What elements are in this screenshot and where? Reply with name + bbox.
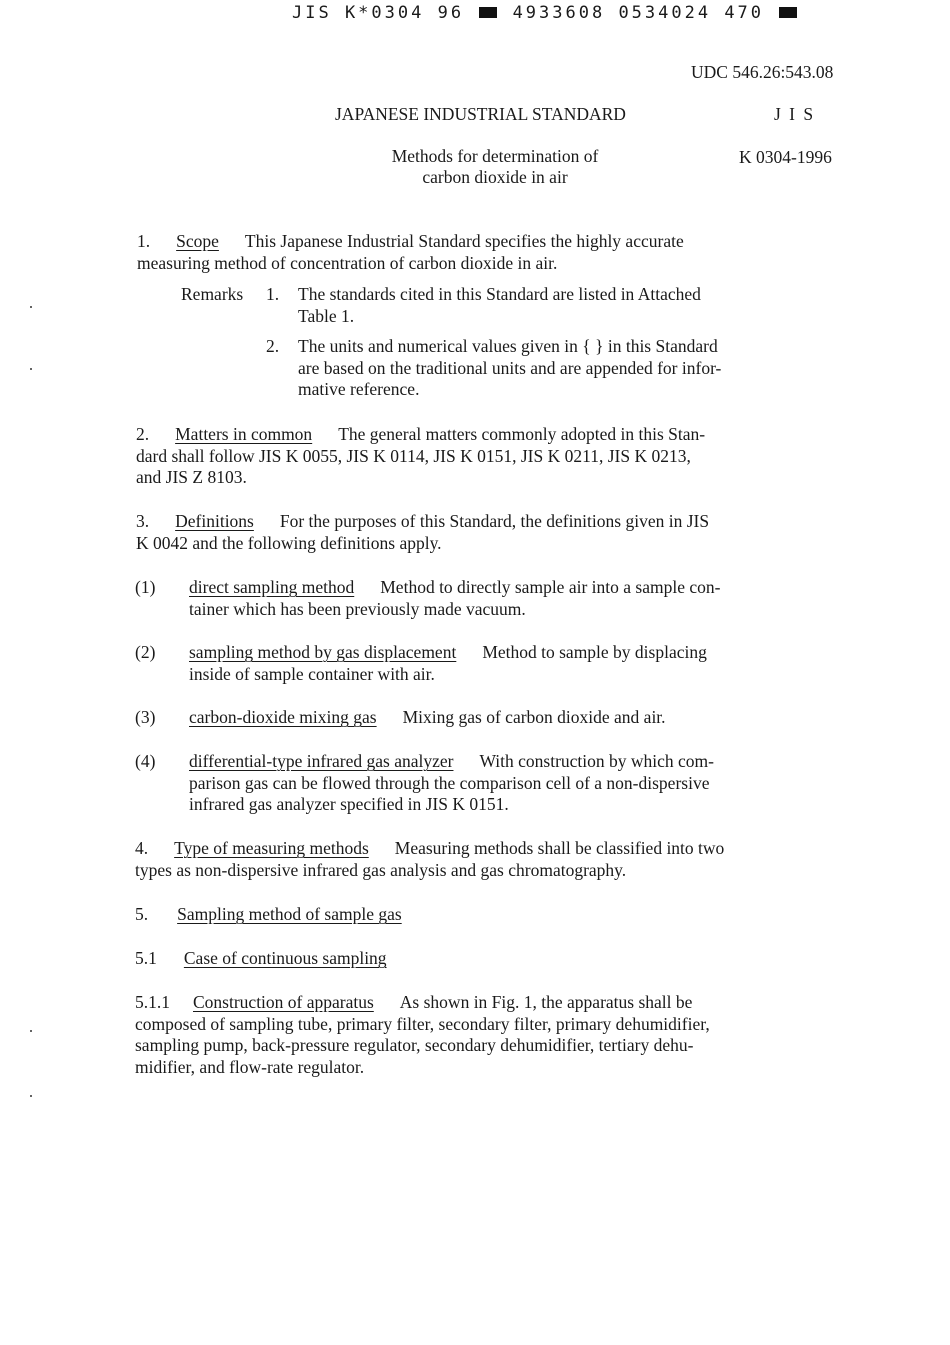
scan-speck: [30, 306, 32, 308]
definition-text: With construction by which com-: [479, 751, 714, 771]
section-heading: Construction of apparatus: [193, 992, 374, 1012]
section-1-scope: [137, 231, 684, 274]
scan-speck: [30, 1095, 32, 1097]
section-3-line-2: K 0042 and the following definitions apply.: [136, 532, 442, 553]
document-code-line: [292, 3, 799, 23]
section-5-1-heading: [135, 948, 387, 970]
definition-line-3: infrared gas analyzer specified in JIS K 0151.: [189, 794, 509, 814]
section-3-definitions: [136, 511, 709, 554]
section-2-line-3: and JIS Z 8103.: [136, 467, 247, 487]
definition-number: (4): [135, 751, 156, 771]
section-heading: Type of measuring methods: [174, 838, 369, 858]
section-4-line-1: [135, 838, 724, 860]
definition-text: Method to sample by displacing: [482, 642, 707, 662]
section-5-1-1-construction: [135, 992, 710, 1078]
definition-term: sampling method by gas displacement: [189, 642, 457, 662]
section-2-line-2: dard shall follow JIS K 0055, JIS K 0114, JIS K 0151, JIS K 0211, JIS K 0213,: [136, 445, 691, 466]
definition-body: [189, 751, 714, 816]
section-heading: Sampling method of sample gas: [177, 904, 402, 924]
standard-number: K 0304-1996: [739, 147, 832, 167]
section-number: 1.: [137, 231, 151, 251]
definition-term: differential-type infrared gas analyzer: [189, 751, 454, 771]
document-code-part-1: JIS K*0304 96: [292, 3, 465, 23]
definition-line-1: [189, 577, 720, 599]
scan-speck: [30, 1030, 32, 1032]
definition-number: (2): [135, 642, 156, 662]
definition-number: (1): [135, 577, 156, 597]
definition-line-1: [189, 642, 707, 664]
document-code-part-2: 4933608 0534024 470: [512, 3, 765, 23]
definition-line-2: tainer which has been previously made vacuum.: [189, 598, 526, 619]
definition-term: direct sampling method: [189, 577, 355, 597]
section-heading: Scope: [176, 231, 219, 251]
remark-2-line-2: are based on the traditional units and are appended for infor-: [298, 357, 722, 378]
definition-line-1: [189, 751, 714, 773]
section-heading: Case of continuous sampling: [183, 948, 387, 968]
remark-2-line-1: The units and numerical values given in { } in this Standard: [298, 336, 718, 356]
section-4-measuring-methods: [135, 838, 724, 881]
section-5-1-1-line-4: midifier, and flow-rate regulator.: [135, 1056, 365, 1077]
section-1-line-2: measuring method of concentration of carbon dioxide in air.: [137, 252, 558, 273]
definition-line-2: parison gas can be flowed through the comparison cell of a non-dispersive: [189, 772, 710, 793]
definition-number: (3): [135, 707, 156, 727]
section-4-line-2: types as non-dispersive infrared gas analysis and gas chromatography.: [135, 859, 627, 880]
section-text: This Japanese Industrial Standard specifies the highly accurate: [244, 231, 684, 251]
definition-body: [189, 707, 666, 729]
section-2-line-1: [136, 424, 705, 446]
section-number: 2.: [136, 424, 150, 444]
remarks-label: Remarks: [181, 284, 244, 304]
definition-line-2: inside of sample container with air.: [189, 663, 435, 684]
section-heading: Matters in common: [175, 424, 313, 444]
section-text: Measuring methods shall be classified into two: [394, 838, 725, 858]
remark-1-line-1: The standards cited in this Standard are listed in Attached: [298, 284, 701, 304]
definition-term: carbon-dioxide mixing gas: [189, 707, 377, 727]
section-heading: Definitions: [175, 511, 254, 531]
definition-body: [189, 642, 707, 685]
section-5-1-1-line-2: composed of sampling tube, primary filter, secondary filter, primary dehumidifier,: [135, 1013, 710, 1034]
section-number: 5.: [135, 904, 149, 924]
section-number: 4.: [135, 838, 149, 858]
standard-name: JAPANESE INDUSTRIAL STANDARD: [335, 104, 626, 124]
remark-2-number: 2.: [266, 336, 280, 356]
remark-1-line-2: Table 1.: [298, 305, 355, 326]
definition-text: Mixing gas of carbon dioxide and air.: [402, 707, 666, 727]
definition-text: Method to directly sample air into a sample con-: [380, 577, 721, 597]
document-title: [350, 146, 640, 188]
remark-2-text: [298, 336, 721, 401]
section-5-1-1-line-1: [135, 992, 710, 1014]
remark-1-number: 1.: [266, 284, 280, 304]
section-number: 5.1.1: [135, 992, 170, 1012]
jis-mark: J I S: [774, 104, 816, 124]
section-5-heading: [135, 904, 402, 926]
title-line-2: carbon dioxide in air: [422, 167, 568, 187]
section-text: For the purposes of this Standard, the definitions given in JIS: [279, 511, 710, 531]
section-1-line-1: [137, 231, 684, 253]
remark-2-line-3: mative reference.: [298, 379, 420, 399]
section-number: 3.: [136, 511, 150, 531]
scan-speck: [30, 368, 32, 370]
definition-line-1: [189, 707, 666, 729]
section-5-1-1-line-3: sampling pump, back-pressure regulator, secondary dehumidifier, tertiary dehu-: [135, 1035, 694, 1055]
section-number: 5.1: [135, 948, 157, 968]
remark-1-text: [298, 284, 701, 327]
section-text: The general matters commonly adopted in this Stan-: [338, 424, 706, 444]
udc-code: UDC 546.26:543.08: [691, 62, 834, 82]
section-2-matters-in-common: [136, 424, 705, 489]
section-text: As shown in Fig. 1, the apparatus shall be: [399, 992, 693, 1012]
barcode-block-1: [479, 7, 497, 18]
barcode-block-2: [779, 7, 797, 18]
definition-body: [189, 577, 720, 620]
title-line-1: Methods for determination of: [391, 146, 599, 166]
section-3-line-1: [136, 511, 709, 533]
